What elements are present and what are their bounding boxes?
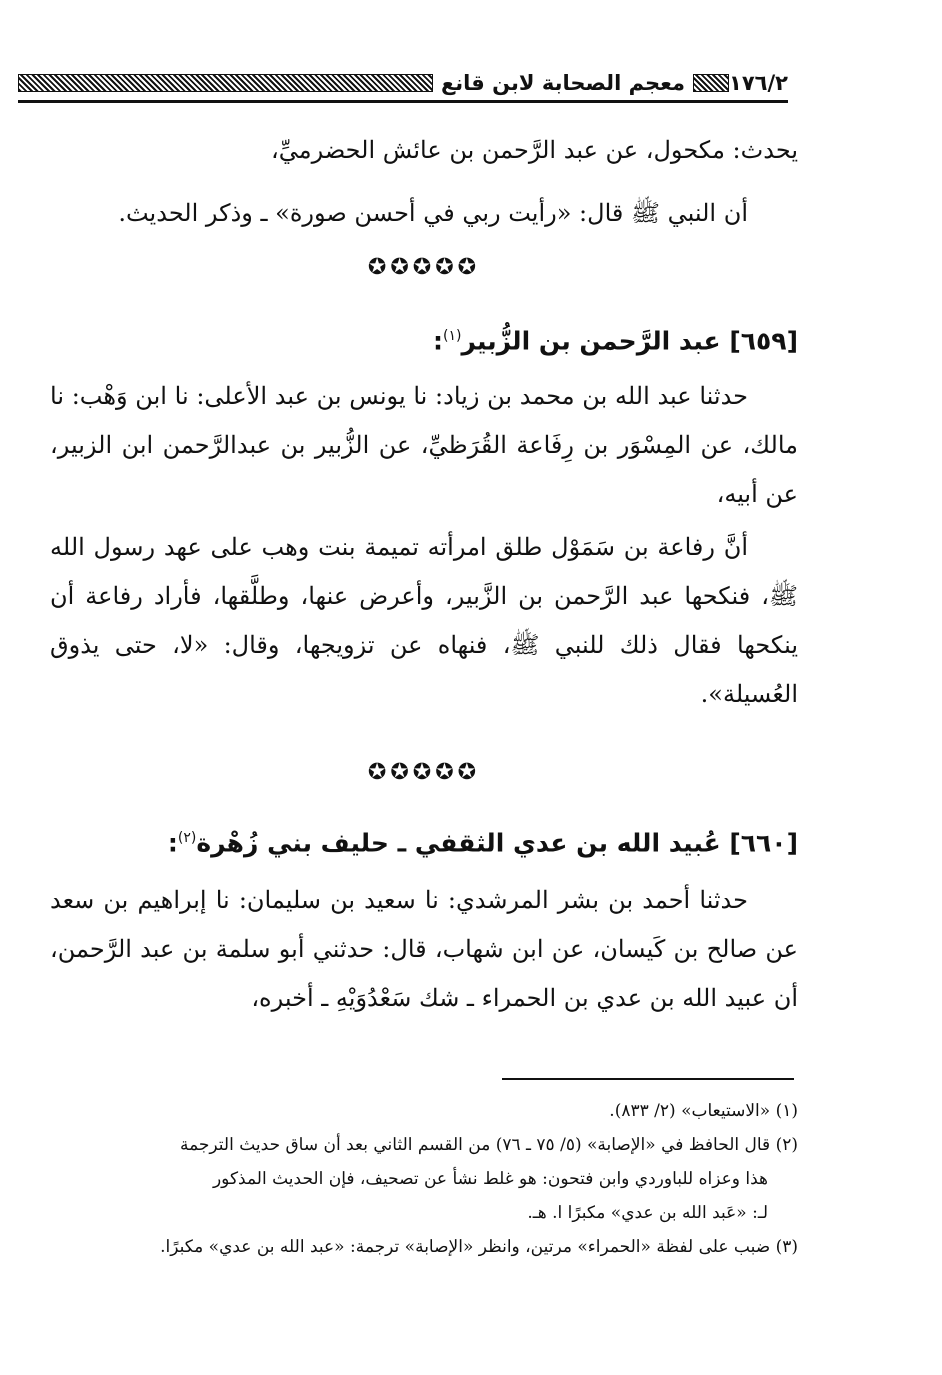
section-separator-2: ✪✪✪✪✪ [367, 760, 481, 785]
entry-659-heading: [٦٥٩] عبد الرَّحمن بن الزُّبير [461, 326, 798, 356]
entry-660-title [50, 818, 798, 863]
header-ornament-left [18, 74, 433, 92]
running-header [18, 66, 788, 100]
entry-659-matn: أنَّ رفاعة بن سَمَوْل طلق امرأته تميمة بنت وهب على عهد رسول الله ﷺ، فنكحها عبد الرَّحمن بن الزَّبير، وأعرض عنها، وطلَّقها، فأراد رفاعة أن ينكحها فقال ذلك للنبي ﷺ، فنهاه عن تزويجها، وقال: «لا، حتى يذوق العُسيلة». [50, 533, 798, 708]
entry-660-colon: : [167, 828, 178, 858]
entry-659-body [50, 372, 798, 719]
entry-660-body [50, 876, 798, 1023]
section-separator: ✪✪✪✪✪ [367, 255, 481, 280]
footnote-1: (١) «الاستيعاب» (٢/ ٨٣٣). [609, 1101, 798, 1121]
entry-660-footnote-ref: (٢) [177, 830, 197, 846]
entry-659-title [50, 316, 798, 361]
intro-text [50, 126, 798, 238]
footnotes [50, 1094, 798, 1264]
entry-659-footnote-ref: (١) [443, 328, 462, 344]
intro-line-1: يحدث: مكحول، عن عبد الرَّحمن بن عائش الحضرميِّ، [271, 136, 798, 164]
header-ornament-right [693, 74, 729, 92]
footnote-3: (٣) ضبب على لفظة «الحمراء» مرتين، وانظر «الإصابة» ترجمة: «عبد الله بن عدي» مكبرًا. [160, 1237, 798, 1257]
footnote-2-cont-2: لـ: «عَبد الله بن عدي» مكبرًا ا. هـ. [527, 1203, 768, 1223]
entry-660-heading: [٦٦٠] عُبيد الله بن عدي الثقفي ـ حليف بني زُهْرة [196, 828, 798, 858]
header-rule [18, 100, 788, 103]
entry-660-isnad: حدثنا أحمد بن بشر المرشدي: نا سعيد بن سليمان: نا إبراهيم بن سعد عن صالح بن كَيسان، عن ابن شهاب، قال: حدثني أبو سلمة بن عبد الرَّحمن، أن عبيد الله بن عدي بن الحمراء ـ شك سَعْدُوَيْهِ ـ أخبره، [50, 886, 798, 1012]
book-title: معجم الصحابة لابن قانع [440, 71, 686, 95]
page-number: ١٧٦/٢ [729, 71, 788, 95]
footnote-rule [502, 1078, 794, 1080]
footnote-2: (٢) قال الحافظ في «الإصابة» (٥/ ٧٥ ـ ٧٦) من القسم الثاني بعد أن ساق حديث الترجمة [179, 1135, 798, 1155]
entry-659-isnad: حدثنا عبد الله بن محمد بن زياد: نا يونس بن عبد الأعلى: نا ابن وَهْب: نا مالك، عن المِسْوَر بن رِفَاعة القُرَظيِّ، عن الزُّبير بن عبدالرَّحمن ابن الزبير، عن أبيه، [50, 382, 798, 508]
footnote-2-cont-1: هذا وعزاه للباوردي وابن فتحون: هو غلط نشأ عن تصحيف، فإن الحديث المذكور [212, 1169, 768, 1189]
intro-line-2: أن النبي ﷺ قال: «رأيت ربي في أحسن صورة» ـ وذكر الحديث. [118, 199, 748, 227]
entry-659-colon: : [433, 326, 444, 356]
